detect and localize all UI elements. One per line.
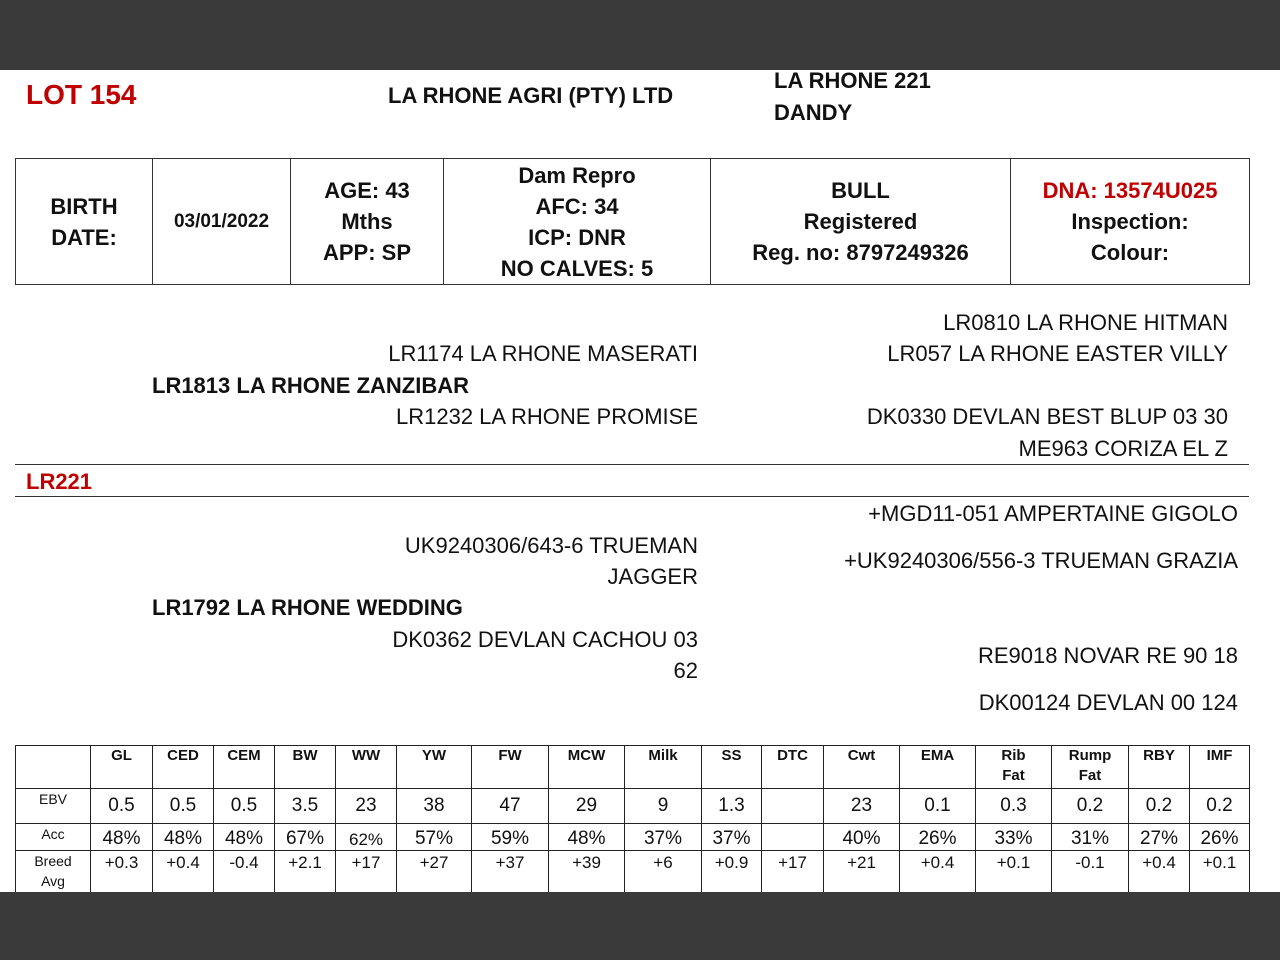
ebv-header-cell: Milk [625,746,702,789]
row-label: Acc [16,824,91,851]
divider-bottom [15,496,1249,497]
ebv-cell: 0.2 [1190,789,1250,824]
dam-dam-line-2: 62 [673,658,698,683]
afc-value: AFC: 34 [535,193,619,219]
ebv-cell: 23 [824,789,900,824]
breed-avg-cell: +2.1 [275,851,336,893]
pedigree-dam-sire [405,530,698,592]
ebv-cell: 29 [549,789,625,824]
breed-avg-cell: +0.1 [976,851,1052,893]
ebv-header-cell: EMA [900,746,976,789]
ebv-row [16,789,1250,824]
lot-number: LOT 154 [26,79,137,110]
breed-avg-cell: +27 [397,851,472,893]
info-table [15,158,1250,285]
breed-avg-cell: +0.9 [702,851,762,893]
dam-sire-line-1: UK9240306/643-6 TRUEMAN [404,533,698,558]
dam-repro-title: Dam Repro [518,162,636,188]
dna-cell [1011,159,1250,285]
breed-avg-cell: +17 [336,851,397,893]
ebv-header-cell: CED [153,746,214,789]
breed-avg-cell: +0.1 [1190,851,1250,893]
dam-repro-cell [444,159,711,285]
animal-name [774,70,931,129]
ebv-table [15,745,1250,892]
age-line-2: Mths [341,209,393,234]
acc-cell: 33% [976,824,1052,851]
pedigree-sds: DK0330 DEVLAN BEST BLUP 03 30 [866,404,1228,429]
age-cell [291,159,444,285]
acc-cell: 37% [702,824,762,851]
registered-status: Registered [803,209,918,234]
breed-avg-cell: +0.4 [153,851,214,893]
ebv-cell: 0.3 [976,789,1052,824]
ebv-header-cell: Rib Fat [976,746,1052,789]
acc-cell: 67% [275,824,336,851]
ebv-header-row [16,746,1250,789]
ebv-cell: 23 [336,789,397,824]
lot-sheet [0,70,1280,892]
ebv-header-cell: FW [472,746,549,789]
acc-cell: 26% [900,824,976,851]
acc-cell: 37% [625,824,702,851]
pedigree-ssd: LR057 LA RHONE EASTER VILLY [887,341,1228,366]
ebv-header-cell: YW [397,746,472,789]
ebv-header-cell: SS [702,746,762,789]
acc-cell: 59% [472,824,549,851]
pedigree-sire: LR1813 LA RHONE ZANZIBAR [152,373,469,398]
acc-cell [762,824,824,851]
birth-label-line-2: DATE: [51,224,117,250]
birth-label-line-1: BIRTH [50,193,118,219]
pedigree-sire-sire: LR1174 LA RHONE MASERATI [388,341,698,366]
ebv-header-cell: RBY [1129,746,1190,789]
breed-avg-cell: +0.4 [1129,851,1190,893]
acc-cell: 48% [153,824,214,851]
acc-cell: 57% [397,824,472,851]
bottom-dark-bar [0,892,1280,960]
row-label: EBV [16,789,91,824]
acc-cell: 27% [1129,824,1190,851]
ebv-cell: 0.2 [1129,789,1190,824]
dam-sire-line-2: JAGGER [607,564,698,589]
birth-date-value: 03/01/2022 [153,159,291,285]
pedigree-dsd: +UK9240306/556-3 TRUEMAN GRAZIA [844,548,1238,573]
breed-avg-cell: +21 [824,851,900,893]
acc-cell: 48% [549,824,625,851]
ebv-cell: 3.5 [275,789,336,824]
animal-name-line-2: DANDY [774,100,853,125]
breed-avg-cell: +37 [472,851,549,893]
animal-name-line-1: LA RHONE 221 [774,70,931,93]
ebv-header-cell: GL [91,746,153,789]
pedigree-dam-dam [392,624,698,686]
pedigree-sire-dam: LR1232 LA RHONE PROMISE [395,404,698,429]
ebv-header-cell: DTC [762,746,824,789]
ebv-cell: 1.3 [702,789,762,824]
ebv-header-cell: WW [336,746,397,789]
acc-cell: 40% [824,824,900,851]
sex-value: BULL [831,178,890,203]
pedigree-dds: RE9018 NOVAR RE 90 18 [977,643,1238,668]
inspection-label: Inspection: [1071,209,1189,234]
top-dark-bar [0,0,1280,70]
acc-cell: 62% [336,824,397,851]
registration-cell [711,159,1011,285]
acc-cell: 48% [214,824,275,851]
breed-avg-cell: +0.4 [900,851,976,893]
dam-dam-line-1: DK0362 DEVLAN CACHOU 03 [392,627,698,652]
ebv-header-cell: CEM [214,746,275,789]
ebv-cell: 47 [472,789,549,824]
ebv-header-cell: Cwt [824,746,900,789]
acc-cell: 26% [1190,824,1250,851]
acc-cell: 31% [1052,824,1129,851]
breed-avg-cell: +6 [625,851,702,893]
registration-number: Reg. no: 8797249326 [752,240,969,265]
breed-avg-cell: +0.3 [91,851,153,893]
breed-avg-cell: +17 [762,851,824,893]
age-line-1: AGE: 43 [324,178,410,203]
dna-value: DNA: 13574U025 [1042,178,1218,203]
acc-cell: 48% [91,824,153,851]
ebv-cell: 0.1 [900,789,976,824]
pedigree-sdd: ME963 CORIZA EL Z [1018,436,1228,461]
ebv-header-cell: BW [275,746,336,789]
pedigree-dss: +MGD11-051 AMPERTAINE GIGOLO [868,501,1238,526]
ebv-cell: 0.2 [1052,789,1129,824]
pedigree-ddd: DK00124 DEVLAN 00 124 [978,690,1238,715]
birth-date-label [16,159,153,285]
icp-value: ICP: DNR [528,224,626,250]
app-value: APP: SP [322,240,412,265]
acc-row [16,824,1250,851]
ebv-header-cell: IMF [1190,746,1250,789]
no-calves-value: NO CALVES: 5 [500,255,654,281]
ebv-cell [762,789,824,824]
breed-avg-cell: -0.4 [214,851,275,893]
divider-top [15,464,1249,465]
pedigree-dam: LR1792 LA RHONE WEDDING [152,595,463,620]
breed-avg-row [16,851,1250,893]
colour-label: Colour: [1090,240,1170,265]
ebv-cell: 9 [625,789,702,824]
owner-name: LA RHONE AGRI (PTY) LTD [388,83,674,108]
pedigree-sss: LR0810 LA RHONE HITMAN [943,310,1228,335]
ebv-cell: 0.5 [91,789,153,824]
ebv-cell: 38 [397,789,472,824]
breed-avg-cell: +39 [549,851,625,893]
ebv-header-corner [16,746,91,789]
ebv-header-cell: MCW [549,746,625,789]
ebv-cell: 0.5 [214,789,275,824]
ebv-cell: 0.5 [153,789,214,824]
breed-avg-cell: -0.1 [1052,851,1129,893]
animal-id: LR221 [26,469,93,494]
row-label: Breed Avg [16,851,91,893]
ebv-header-cell: Rump Fat [1052,746,1129,789]
